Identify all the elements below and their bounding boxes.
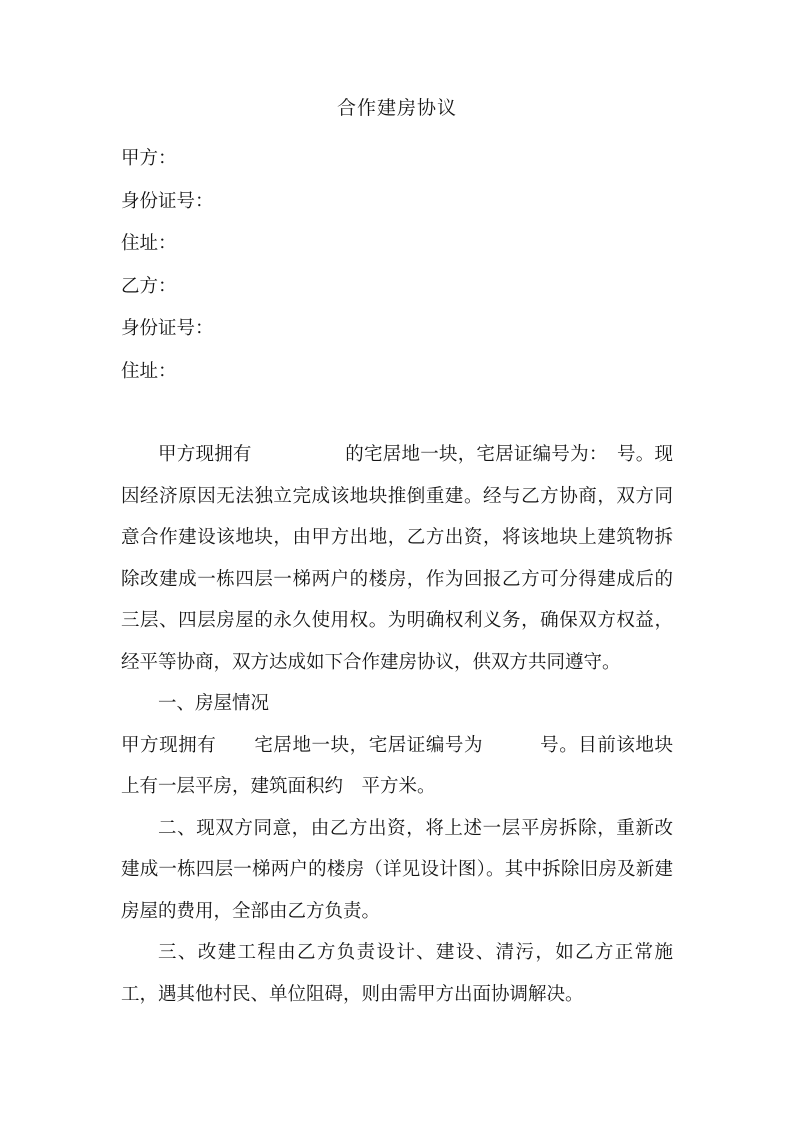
party-b-label: 乙方： — [121, 276, 177, 297]
section-2-paragraph: 二、现双方同意，由乙方出资，将上述一层平房拆除，重新改建成一栋四层一梯两户的楼房（详见设计图）。其中拆除旧房及新建房屋的费用，全部由乙方负责。 — [121, 818, 673, 922]
section-3-paragraph: 三、改建工程由乙方负责设计、建设、清污，如乙方正常施工，遇其他村民、单位阻碍，则由需甲方出面协调解决。 — [121, 943, 673, 1005]
party-info-block — [121, 138, 673, 393]
paragraph-preamble: 甲方现拥有 的宅居地一块，宅居证编号为： 号。现因经济原因无法独立完成该地块推倒重建。经与乙方协商，双方同意合作建设该地块，由甲方出地，乙方出资，将该地块上建筑物拆除改建成一栋四层一梯两户的楼房，作为回报乙方可分得建成后的三层、四层房屋的永久使用权。为明确权利义务，确保双方权益，经平等协商，双方达成如下合作建房协议，供双方共同遵守。 — [121, 445, 673, 673]
document-title: 合作建房协议 — [336, 98, 457, 119]
party-b-id-label: 身份证号： — [121, 319, 214, 339]
section-1-body: 甲方现拥有 宅居地一块，宅居证编号为 号。目前该地块上有一层平房，建筑面积约 平方米。 — [121, 735, 673, 797]
party-a-address-label: 住址： — [121, 234, 177, 254]
blank-line — [121, 393, 673, 435]
section-1-heading: 一、房屋情况 — [158, 694, 270, 714]
party-b-address-label: 住址： — [121, 361, 177, 382]
party-a-label: 甲方： — [121, 149, 177, 169]
party-a-id-label: 身份证号： — [121, 191, 214, 212]
